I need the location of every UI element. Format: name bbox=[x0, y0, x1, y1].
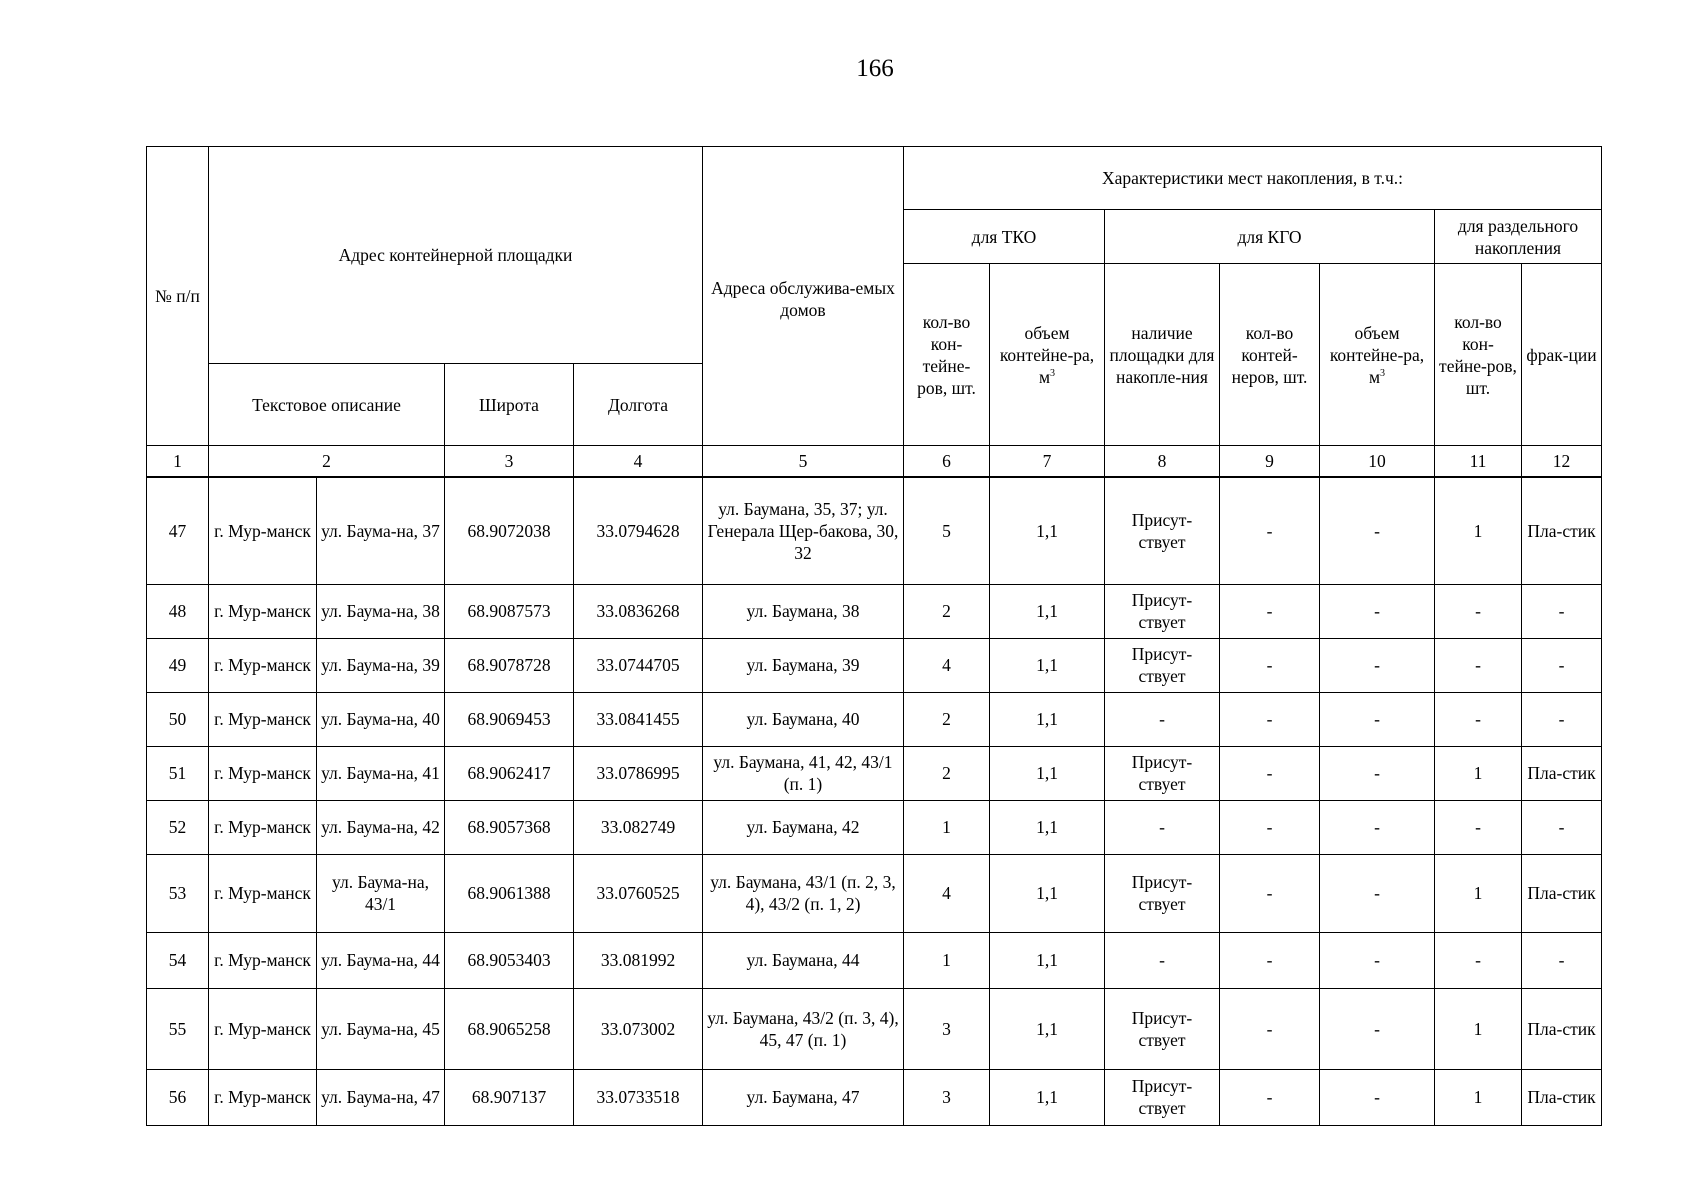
street-cell: ул. Баума-на, 43/1 bbox=[317, 854, 445, 932]
header-sep-count: кол-во кон-тейне-ров, шт. bbox=[1435, 264, 1522, 446]
longitude-cell: 33.082749 bbox=[574, 800, 703, 854]
tko-count-cell: 4 bbox=[904, 854, 990, 932]
kgo-volume-cell: - bbox=[1320, 932, 1435, 988]
latitude-cell: 68.9065258 bbox=[445, 988, 574, 1069]
header-kgo-site: наличие площадки для накопле-ния bbox=[1105, 264, 1220, 446]
fractions-cell: Пла-стик bbox=[1522, 854, 1602, 932]
served-houses-cell: ул. Баумана, 43/1 (п. 2, 3, 4), 43/2 (п. 1, 2) bbox=[703, 854, 904, 932]
column-number: 11 bbox=[1435, 446, 1522, 478]
fractions-cell: - bbox=[1522, 800, 1602, 854]
fractions-cell: - bbox=[1522, 932, 1602, 988]
table-row bbox=[147, 800, 1602, 854]
table-row bbox=[147, 988, 1602, 1069]
kgo-count-cell: - bbox=[1220, 746, 1320, 800]
street-cell: ул. Баума-на, 47 bbox=[317, 1069, 445, 1125]
kgo-site-cell: - bbox=[1105, 932, 1220, 988]
city-cell: г. Мур-манск bbox=[209, 854, 317, 932]
table-row bbox=[147, 854, 1602, 932]
table-row bbox=[147, 692, 1602, 746]
kgo-volume-cell: - bbox=[1320, 692, 1435, 746]
kgo-site-cell: Присут-ствует bbox=[1105, 854, 1220, 932]
longitude-cell: 33.0841455 bbox=[574, 692, 703, 746]
sep-count-cell: 1 bbox=[1435, 1069, 1522, 1125]
latitude-cell: 68.9078728 bbox=[445, 638, 574, 692]
kgo-volume-cell: - bbox=[1320, 477, 1435, 584]
table-row bbox=[147, 584, 1602, 638]
row-number: 55 bbox=[147, 988, 209, 1069]
served-houses-cell: ул. Баумана, 47 bbox=[703, 1069, 904, 1125]
city-cell: г. Мур-манск bbox=[209, 800, 317, 854]
street-cell: ул. Баума-на, 41 bbox=[317, 746, 445, 800]
header-text-description: Текстовое описание bbox=[209, 364, 445, 446]
table-row bbox=[147, 932, 1602, 988]
served-houses-cell: ул. Баумана, 39 bbox=[703, 638, 904, 692]
fractions-cell: Пла-стик bbox=[1522, 1069, 1602, 1125]
tko-count-cell: 2 bbox=[904, 692, 990, 746]
tko-count-cell: 2 bbox=[904, 746, 990, 800]
tko-volume-cell: 1,1 bbox=[990, 584, 1105, 638]
header-served-houses: Адреса обслужива-емых домов bbox=[703, 147, 904, 446]
header-characteristics: Характеристики мест накопления, в т.ч.: bbox=[904, 147, 1602, 210]
column-numbers-row bbox=[147, 446, 1602, 478]
longitude-cell: 33.0760525 bbox=[574, 854, 703, 932]
row-number: 54 bbox=[147, 932, 209, 988]
header-longitude: Долгота bbox=[574, 364, 703, 446]
header-num: № п/п bbox=[147, 147, 209, 446]
fractions-cell: Пла-стик bbox=[1522, 477, 1602, 584]
row-number: 56 bbox=[147, 1069, 209, 1125]
header-address: Адрес контейнерной площадки bbox=[209, 147, 703, 364]
served-houses-cell: ул. Баумана, 38 bbox=[703, 584, 904, 638]
kgo-volume-cell: - bbox=[1320, 854, 1435, 932]
kgo-count-cell: - bbox=[1220, 638, 1320, 692]
kgo-volume-cell: - bbox=[1320, 800, 1435, 854]
street-cell: ул. Баума-на, 45 bbox=[317, 988, 445, 1069]
kgo-count-cell: - bbox=[1220, 692, 1320, 746]
latitude-cell: 68.9061388 bbox=[445, 854, 574, 932]
column-number: 12 bbox=[1522, 446, 1602, 478]
tko-volume-cell: 1,1 bbox=[990, 854, 1105, 932]
header-for-kgo: для КГО bbox=[1105, 210, 1435, 264]
fractions-cell: Пла-стик bbox=[1522, 988, 1602, 1069]
row-number: 49 bbox=[147, 638, 209, 692]
table-body bbox=[147, 477, 1602, 1125]
latitude-cell: 68.9062417 bbox=[445, 746, 574, 800]
sep-count-cell: 1 bbox=[1435, 988, 1522, 1069]
sep-count-cell: - bbox=[1435, 584, 1522, 638]
latitude-cell: 68.907137 bbox=[445, 1069, 574, 1125]
row-number: 53 bbox=[147, 854, 209, 932]
kgo-site-cell: Присут-ствует bbox=[1105, 638, 1220, 692]
row-number: 52 bbox=[147, 800, 209, 854]
longitude-cell: 33.081992 bbox=[574, 932, 703, 988]
header-for-tko: для ТКО bbox=[904, 210, 1105, 264]
tko-volume-cell: 1,1 bbox=[990, 477, 1105, 584]
kgo-site-cell: - bbox=[1105, 800, 1220, 854]
header-sep-fractions: фрак-ции bbox=[1522, 264, 1602, 446]
served-houses-cell: ул. Баумана, 43/2 (п. 3, 4), 45, 47 (п. 1) bbox=[703, 988, 904, 1069]
latitude-cell: 68.9072038 bbox=[445, 477, 574, 584]
header-for-separate: для раздельного накопления bbox=[1435, 210, 1602, 264]
table-row bbox=[147, 1069, 1602, 1125]
column-number: 6 bbox=[904, 446, 990, 478]
column-number: 8 bbox=[1105, 446, 1220, 478]
kgo-count-cell: - bbox=[1220, 988, 1320, 1069]
kgo-count-cell: - bbox=[1220, 584, 1320, 638]
kgo-site-cell: Присут-ствует bbox=[1105, 584, 1220, 638]
page-number: 166 bbox=[856, 55, 894, 82]
column-number: 7 bbox=[990, 446, 1105, 478]
fractions-cell: Пла-стик bbox=[1522, 746, 1602, 800]
city-cell: г. Мур-манск bbox=[209, 1069, 317, 1125]
kgo-site-cell: Присут-ствует bbox=[1105, 746, 1220, 800]
column-number: 9 bbox=[1220, 446, 1320, 478]
tko-volume-cell: 1,1 bbox=[990, 746, 1105, 800]
row-number: 51 bbox=[147, 746, 209, 800]
header-kgo-count: кол-во контей-неров, шт. bbox=[1220, 264, 1320, 446]
longitude-cell: 33.0733518 bbox=[574, 1069, 703, 1125]
kgo-site-cell: Присут-ствует bbox=[1105, 1069, 1220, 1125]
longitude-cell: 33.0786995 bbox=[574, 746, 703, 800]
tko-volume-cell: 1,1 bbox=[990, 692, 1105, 746]
longitude-cell: 33.0744705 bbox=[574, 638, 703, 692]
table-row bbox=[147, 477, 1602, 584]
tko-count-cell: 3 bbox=[904, 988, 990, 1069]
city-cell: г. Мур-манск bbox=[209, 638, 317, 692]
kgo-volume-cell: - bbox=[1320, 1069, 1435, 1125]
tko-volume-cell: 1,1 bbox=[990, 988, 1105, 1069]
kgo-count-cell: - bbox=[1220, 800, 1320, 854]
longitude-cell: 33.0794628 bbox=[574, 477, 703, 584]
kgo-count-cell: - bbox=[1220, 1069, 1320, 1125]
fractions-cell: - bbox=[1522, 638, 1602, 692]
tko-count-cell: 1 bbox=[904, 800, 990, 854]
tko-count-cell: 1 bbox=[904, 932, 990, 988]
header-tko-volume: объем контейне-ра, $м^3$ bbox=[990, 264, 1105, 446]
column-number: 4 bbox=[574, 446, 703, 478]
column-number: 3 bbox=[445, 446, 574, 478]
kgo-count-cell: - bbox=[1220, 854, 1320, 932]
longitude-cell: 33.073002 bbox=[574, 988, 703, 1069]
city-cell: г. Мур-манск bbox=[209, 746, 317, 800]
street-cell: ул. Баума-на, 39 bbox=[317, 638, 445, 692]
longitude-cell: 33.0836268 bbox=[574, 584, 703, 638]
served-houses-cell: ул. Баумана, 42 bbox=[703, 800, 904, 854]
city-cell: г. Мур-манск bbox=[209, 988, 317, 1069]
header-tko-count: кол-во кон-тейне-ров, шт. bbox=[904, 264, 990, 446]
header-kgo-volume: объем контейне-ра, $м^3$ bbox=[1320, 264, 1435, 446]
sep-count-cell: 1 bbox=[1435, 746, 1522, 800]
kgo-site-cell: Присут-ствует bbox=[1105, 988, 1220, 1069]
city-cell: г. Мур-манск bbox=[209, 584, 317, 638]
column-number: 5 bbox=[703, 446, 904, 478]
sep-count-cell: - bbox=[1435, 932, 1522, 988]
kgo-volume-cell: - bbox=[1320, 988, 1435, 1069]
served-houses-cell: ул. Баумана, 41, 42, 43/1 (п. 1) bbox=[703, 746, 904, 800]
served-houses-cell: ул. Баумана, 40 bbox=[703, 692, 904, 746]
sep-count-cell: - bbox=[1435, 638, 1522, 692]
latitude-cell: 68.9053403 bbox=[445, 932, 574, 988]
street-cell: ул. Баума-на, 40 bbox=[317, 692, 445, 746]
tko-volume-cell: 1,1 bbox=[990, 800, 1105, 854]
tko-count-cell: 2 bbox=[904, 584, 990, 638]
row-number: 48 bbox=[147, 584, 209, 638]
fractions-cell: - bbox=[1522, 584, 1602, 638]
row-number: 50 bbox=[147, 692, 209, 746]
kgo-volume-cell: - bbox=[1320, 638, 1435, 692]
sep-count-cell: - bbox=[1435, 800, 1522, 854]
fractions-cell: - bbox=[1522, 692, 1602, 746]
container-sites-table bbox=[146, 146, 1602, 1126]
served-houses-cell: ул. Баумана, 35, 37; ул. Генерала Щер-бакова, 30, 32 bbox=[703, 477, 904, 584]
city-cell: г. Мур-манск bbox=[209, 932, 317, 988]
latitude-cell: 68.9087573 bbox=[445, 584, 574, 638]
column-number: 10 bbox=[1320, 446, 1435, 478]
street-cell: ул. Баума-на, 42 bbox=[317, 800, 445, 854]
sep-count-cell: 1 bbox=[1435, 854, 1522, 932]
sep-count-cell: - bbox=[1435, 692, 1522, 746]
table-row bbox=[147, 746, 1602, 800]
kgo-count-cell: - bbox=[1220, 477, 1320, 584]
kgo-volume-cell: - bbox=[1320, 584, 1435, 638]
tko-count-cell: 5 bbox=[904, 477, 990, 584]
latitude-cell: 68.9069453 bbox=[445, 692, 574, 746]
tko-volume-cell: 1,1 bbox=[990, 638, 1105, 692]
row-number: 47 bbox=[147, 477, 209, 584]
kgo-count-cell: - bbox=[1220, 932, 1320, 988]
city-cell: г. Мур-манск bbox=[209, 477, 317, 584]
table-row bbox=[147, 638, 1602, 692]
tko-count-cell: 3 bbox=[904, 1069, 990, 1125]
tko-volume-cell: 1,1 bbox=[990, 1069, 1105, 1125]
served-houses-cell: ул. Баумана, 44 bbox=[703, 932, 904, 988]
tko-volume-cell: 1,1 bbox=[990, 932, 1105, 988]
header-latitude: Широта bbox=[445, 364, 574, 446]
tko-count-cell: 4 bbox=[904, 638, 990, 692]
column-number: 2 bbox=[209, 446, 445, 478]
kgo-site-cell: - bbox=[1105, 692, 1220, 746]
street-cell: ул. Баума-на, 38 bbox=[317, 584, 445, 638]
kgo-volume-cell: - bbox=[1320, 746, 1435, 800]
street-cell: ул. Баума-на, 44 bbox=[317, 932, 445, 988]
sep-count-cell: 1 bbox=[1435, 477, 1522, 584]
latitude-cell: 68.9057368 bbox=[445, 800, 574, 854]
city-cell: г. Мур-манск bbox=[209, 692, 317, 746]
table-header bbox=[147, 147, 1602, 478]
kgo-site-cell: Присут-ствует bbox=[1105, 477, 1220, 584]
column-number: 1 bbox=[147, 446, 209, 478]
street-cell: ул. Баума-на, 37 bbox=[317, 477, 445, 584]
